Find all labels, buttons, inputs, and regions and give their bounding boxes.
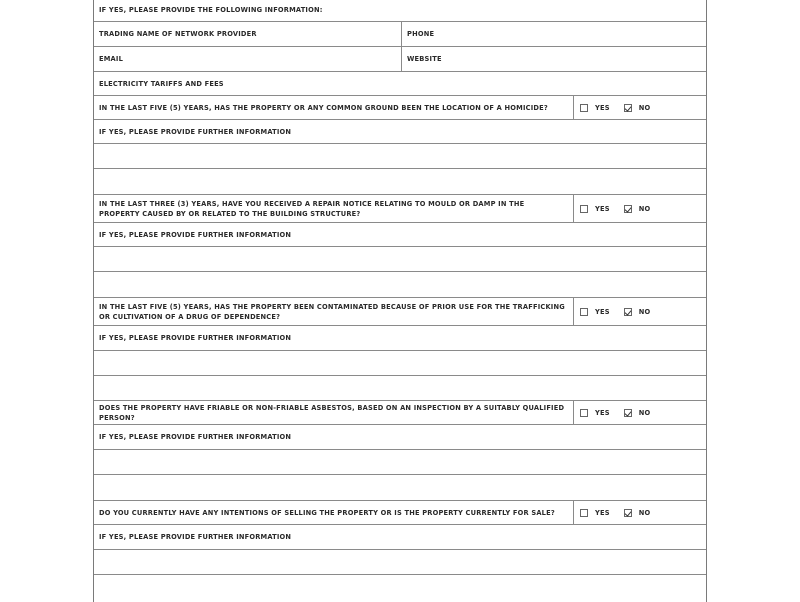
email-field[interactable]: EMAIL [99, 54, 124, 63]
trading-name-field[interactable]: TRADING NAME OF NETWORK PROVIDER [99, 29, 257, 38]
answer-line[interactable] [94, 351, 706, 376]
further-info-label: IF YES, PLEASE PROVIDE FURTHER INFORMATION [99, 126, 292, 136]
tariffs-row [94, 72, 706, 96]
yes-no-group [573, 195, 706, 222]
no-label: NO [638, 507, 651, 517]
yes-checkbox[interactable] [580, 409, 588, 417]
question-text: DOES THE PROPERTY HAVE FRIABLE OR NON-FRIABLE ASBESTOS, BASED ON AN INSPECTION BY A SUITABLY QUALIFIED PERSON? [99, 402, 565, 422]
yes-label: YES [595, 407, 610, 417]
trading-name-row [94, 22, 706, 47]
no-label: NO [638, 203, 651, 213]
answer-line[interactable] [94, 450, 706, 475]
further-info-label: IF YES, PLEASE PROVIDE FURTHER INFORMATION [99, 432, 292, 441]
further-info-label: IF YES, PLEASE PROVIDE FURTHER INFORMATION [99, 532, 292, 541]
tariffs-field[interactable]: ELECTRICITY TARIFFS AND FEES [99, 78, 224, 88]
question-row [94, 501, 706, 525]
yes-label: YES [595, 203, 610, 213]
further-info-row [94, 326, 706, 351]
yes-checkbox[interactable] [580, 205, 588, 213]
further-info-label: IF YES, PLEASE PROVIDE FURTHER INFORMATION [99, 333, 292, 342]
question-row [94, 298, 706, 326]
question-row [94, 96, 706, 120]
phone-field[interactable]: PHONE [401, 22, 706, 46]
no-checkbox[interactable] [624, 409, 632, 417]
answer-line[interactable] [94, 550, 706, 575]
answer-line[interactable] [94, 144, 706, 169]
further-info-label: IF YES, PLEASE PROVIDE FURTHER INFORMATION [99, 229, 292, 239]
answer-line[interactable] [94, 272, 706, 298]
question-text: IN THE LAST FIVE (5) YEARS, HAS THE PROPERTY BEEN CONTAMINATED BECAUSE OF PRIOR USE FOR THE TRAFFICKING OR CULTIVATION OF A DRUG OF DEPENDENCE? [99, 301, 565, 321]
no-label: NO [638, 102, 651, 112]
yes-checkbox[interactable] [580, 104, 588, 112]
answer-line[interactable] [94, 376, 706, 401]
website-field[interactable]: WEBSITE [401, 47, 706, 71]
network-intro-row [94, 0, 706, 22]
answer-line[interactable] [94, 575, 706, 602]
yes-checkbox[interactable] [580, 308, 588, 316]
question-row [94, 195, 706, 223]
no-checkbox[interactable] [624, 308, 632, 316]
answer-line[interactable] [94, 169, 706, 195]
no-checkbox[interactable] [624, 509, 632, 517]
yes-label: YES [595, 102, 610, 112]
form-sheet [93, 0, 707, 602]
question-row [94, 401, 706, 425]
question-text: IN THE LAST THREE (3) YEARS, HAVE YOU RECEIVED A REPAIR NOTICE RELATING TO MOULD OR DAMP IN THE PROPERTY CAUSED BY OR RELATED TO THE BUILDING STRUCTURE? [99, 198, 525, 218]
yes-no-group [573, 298, 706, 325]
no-label: NO [638, 306, 651, 316]
yes-no-group [573, 401, 706, 424]
yes-no-group [573, 96, 706, 119]
email-row [94, 47, 706, 72]
yes-checkbox[interactable] [580, 509, 588, 517]
answer-line[interactable] [94, 247, 706, 272]
network-intro-label: IF YES, PLEASE PROVIDE THE FOLLOWING INFORMATION: [99, 4, 323, 14]
yes-label: YES [595, 306, 610, 316]
further-info-row [94, 525, 706, 550]
question-text: DO YOU CURRENTLY HAVE ANY INTENTIONS OF SELLING THE PROPERTY OR IS THE PROPERTY CURRENTLY FOR SALE? [99, 507, 555, 517]
yes-label: YES [595, 507, 610, 517]
question-text: IN THE LAST FIVE (5) YEARS, HAS THE PROPERTY OR ANY COMMON GROUND BEEN THE LOCATION OF A HOMICIDE? [99, 102, 548, 112]
no-label: NO [638, 407, 651, 417]
further-info-row [94, 223, 706, 247]
yes-no-group [573, 501, 706, 524]
further-info-row [94, 425, 706, 450]
no-checkbox[interactable] [624, 205, 632, 213]
further-info-row [94, 120, 706, 144]
answer-line[interactable] [94, 475, 706, 501]
no-checkbox[interactable] [624, 104, 632, 112]
